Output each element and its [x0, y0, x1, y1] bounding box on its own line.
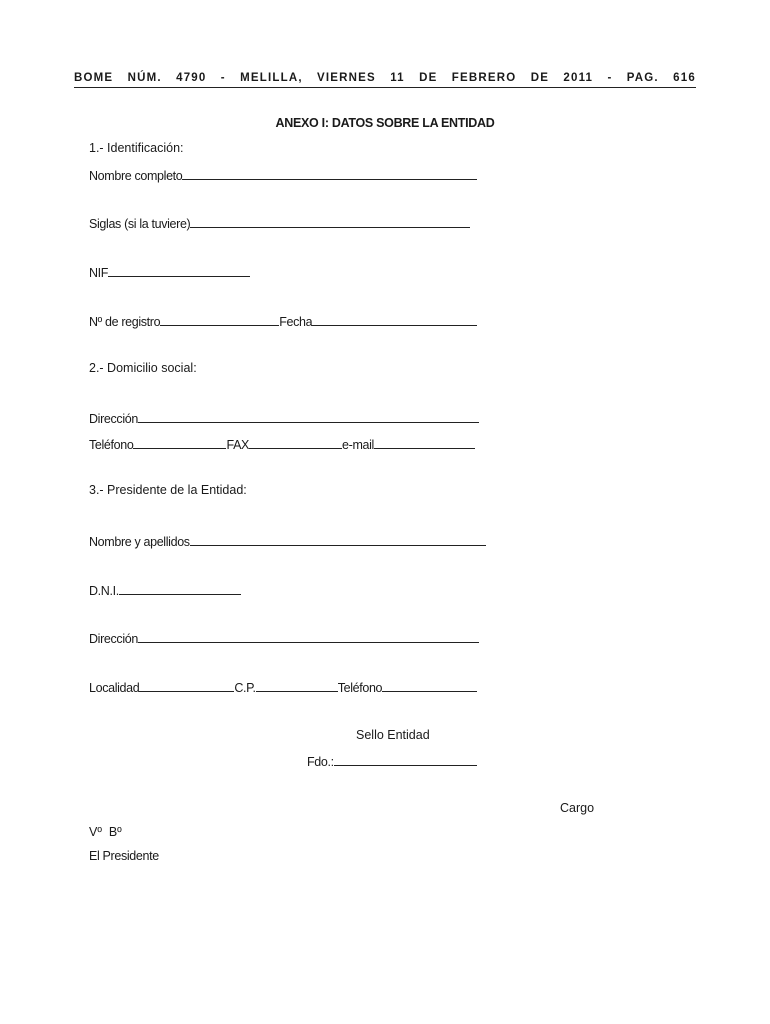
siglas-row [89, 214, 470, 231]
dni-label: D.N.I. [89, 584, 119, 598]
section-1-heading: 1.- Identificación: [89, 141, 184, 155]
el-presidente: El Presidente [89, 849, 159, 863]
telefono-label: Teléfono [89, 438, 134, 452]
n-registro-field[interactable] [160, 312, 279, 326]
presidente-direccion-label: Dirección [89, 632, 138, 646]
nombre-completo-label: Nombre completo [89, 169, 183, 183]
nombre-completo-field[interactable] [182, 166, 477, 180]
header-part: BOME [74, 72, 114, 84]
domicilio-direccion-row [89, 409, 479, 426]
siglas-field[interactable] [190, 214, 470, 228]
nombre-completo-row [89, 166, 477, 183]
header-part: VIERNES [317, 72, 376, 84]
sello-entidad: Sello Entidad [356, 728, 430, 742]
registro-row [89, 312, 477, 329]
header-part: 11 [390, 72, 405, 84]
presidente-telefono-field[interactable] [382, 678, 477, 692]
contacto-row [89, 435, 475, 452]
nombre-apellidos-field[interactable] [190, 532, 486, 546]
cargo-label: Cargo [560, 801, 595, 815]
header-divider [74, 87, 696, 88]
nombre-apellidos-row [89, 532, 486, 549]
email-label: e-mail [342, 438, 374, 452]
fecha-field[interactable] [312, 312, 477, 326]
fax-field[interactable] [249, 435, 342, 449]
header-part: PAG. [626, 72, 659, 84]
presidente-direccion-row [89, 629, 479, 646]
email-field[interactable] [374, 435, 475, 449]
dni-field[interactable] [119, 581, 241, 595]
nif-field[interactable] [108, 263, 250, 277]
localidad-field[interactable] [139, 678, 234, 692]
visto-bueno: Vº Bº [89, 825, 122, 839]
section-3-heading: 3.- Presidente de la Entidad: [89, 483, 247, 497]
header-part: 2011 [563, 72, 594, 84]
header-part: NÚM. [127, 72, 162, 84]
direccion-field[interactable] [138, 409, 479, 423]
n-registro-label: Nº de registro [89, 315, 161, 329]
localidad-label: Localidad [89, 681, 140, 695]
cp-label: C.P. [234, 681, 256, 695]
fecha-label: Fecha [279, 315, 313, 329]
header-part: DE [530, 72, 550, 84]
nombre-apellidos-label: Nombre y apellidos [89, 535, 190, 549]
nif-row [89, 263, 250, 280]
fdo-row [307, 752, 477, 769]
cp-field[interactable] [256, 678, 338, 692]
direccion-label: Dirección [89, 412, 138, 426]
header-part: - [607, 72, 613, 84]
header-part: MELILLA, [240, 72, 303, 84]
presidente-telefono-label: Teléfono [337, 681, 383, 695]
header-part: DE [419, 72, 438, 84]
page-title: ANEXO I: DATOS SOBRE LA ENTIDAD [275, 116, 495, 130]
presidente-direccion-field[interactable] [138, 629, 479, 643]
header-part: FEBRERO [451, 72, 517, 84]
fdo-field[interactable] [334, 752, 477, 766]
fax-label: FAX [226, 438, 250, 452]
dni-row [89, 581, 241, 598]
header-part: 4790 [176, 72, 207, 84]
bulletin-header [74, 70, 696, 86]
localidad-row [89, 678, 477, 695]
telefono-field[interactable] [133, 435, 226, 449]
section-2-heading: 2.- Domicilio social: [89, 361, 197, 375]
siglas-label: Siglas (si la tuviere) [89, 217, 191, 231]
fdo-label: Fdo.: [307, 755, 334, 769]
header-part: - [220, 72, 226, 84]
header-part: 616 [673, 72, 696, 84]
nif-label: NIF [89, 266, 109, 280]
